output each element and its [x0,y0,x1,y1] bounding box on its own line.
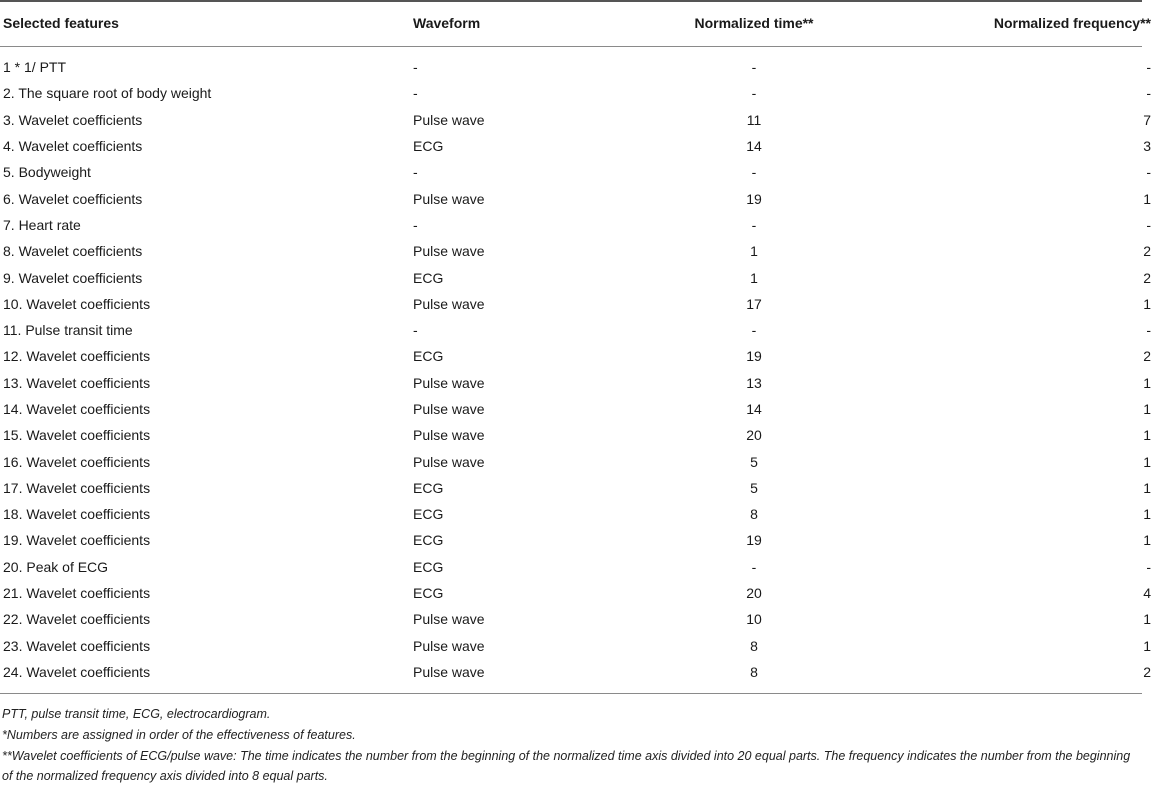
time-cell: 17 [746,295,762,312]
time-cell: 14 [746,138,762,155]
waveform-cell: - [413,164,418,181]
feature-cell: 17. Wavelet coefficients [3,479,151,496]
table-row [0,370,1154,396]
feature-cell: 7. Heart rate [3,216,81,233]
time-cell: 19 [746,532,762,549]
feature-cell: 21. Wavelet coefficients [3,585,151,602]
header-rule [0,46,1142,47]
waveform-cell: Pulse wave [413,243,485,260]
time-cell: 8 [750,663,758,680]
table-row [0,448,1154,474]
table-body [0,46,1154,685]
waveform-cell: ECG [413,532,444,549]
table-row [0,185,1154,211]
feature-cell: 5. Bodyweight [3,164,91,181]
feature-cell: 18. Wavelet coefficients [3,506,151,523]
table-row [0,527,1154,553]
time-cell: - [751,322,757,339]
frequency-cell: 1 [1143,453,1151,470]
frequency-cell: 2 [1143,348,1151,365]
waveform-cell: Pulse wave [413,637,485,654]
time-cell: 10 [746,611,762,628]
feature-cell: 8. Wavelet coefficients [3,243,143,260]
bottom-rule [0,693,1142,694]
waveform-cell: - [413,322,418,339]
time-cell: 20 [746,427,762,444]
table-row [0,343,1154,369]
frequency-cell: 1 [1143,532,1151,549]
waveform-cell: Pulse wave [413,190,485,207]
frequency-cell: 7 [1143,111,1151,128]
feature-cell: 10. Wavelet coefficients [3,295,151,312]
waveform-cell: Pulse wave [413,611,485,628]
frequency-cell: 1 [1143,427,1151,444]
feature-cell: 20. Peak of ECG [3,558,109,575]
table-row [0,159,1154,185]
time-cell: 5 [750,453,758,470]
feature-cell: 3. Wavelet coefficients [3,111,143,128]
table-row [0,238,1154,264]
feature-cell: 16. Wavelet coefficients [3,453,151,470]
feature-cell: 24. Wavelet coefficients [3,663,151,680]
table-row [0,633,1154,659]
time-cell: 1 [750,269,758,286]
waveform-cell: Pulse wave [413,663,485,680]
waveform-cell: ECG [413,479,444,496]
frequency-cell: 1 [1143,374,1151,391]
feature-cell: 14. Wavelet coefficients [3,401,151,417]
table-row [0,317,1154,343]
frequency-cell: 1 [1143,295,1151,312]
time-cell: 13 [746,374,762,391]
waveform-cell: ECG [413,348,444,365]
table-row [0,264,1154,290]
table-row [0,422,1154,448]
time-cell: 20 [746,585,762,602]
table-row [0,212,1154,238]
waveform-cell: - [413,85,418,102]
frequency-cell: - [1146,164,1151,181]
header-normalized-time: Normalized time** [694,15,814,31]
frequency-cell: 1 [1143,506,1151,523]
feature-cell: 1 * 1/ PTT [3,59,67,76]
header-normalized-frequency: Normalized frequency** [993,15,1151,31]
frequency-cell: 1 [1143,637,1151,654]
time-cell: - [751,85,757,102]
time-cell: 1 [750,243,758,260]
footnote-wavelet: **Wavelet coefficients of ECG/pulse wave: The time indicates the number from the beginning of the normalized time axis divided into 20 equal parts. The frequency indicates the number from the beginning of the normalized frequency axis divided into 8 equal parts. [2,749,1131,783]
feature-cell: 13. Wavelet coefficients [3,374,151,391]
waveform-cell: ECG [413,558,444,575]
frequency-cell: - [1146,322,1151,339]
table-row [0,46,1154,80]
header-waveform: Waveform [413,15,481,31]
footnote-abbreviations: PTT, pulse transit time, ECG, electrocardiogram. [2,707,271,721]
time-cell: 5 [750,479,758,496]
waveform-cell: ECG [413,138,444,155]
feature-cell: 19. Wavelet coefficients [3,532,151,549]
feature-cell: 15. Wavelet coefficients [3,427,151,444]
table-row [0,501,1154,527]
frequency-cell: - [1146,558,1151,575]
waveform-cell: Pulse wave [413,453,485,470]
frequency-cell: - [1146,59,1151,76]
time-cell: - [751,59,757,76]
feature-cell: 4. Wavelet coefficients [3,138,143,155]
feature-cell: 23. Wavelet coefficients [3,637,151,654]
frequency-cell: 1 [1143,190,1151,207]
time-cell: 11 [746,111,762,128]
table-row [0,396,1154,422]
table-row [0,133,1154,159]
table-footnotes [2,704,1142,786]
table-row [0,475,1154,501]
table-row [0,291,1154,317]
feature-cell: 9. Wavelet coefficients [3,269,143,286]
waveform-cell: Pulse wave [413,401,485,417]
waveform-cell: Pulse wave [413,374,485,391]
footnote-numbering: *Numbers are assigned in order of the effectiveness of features. [2,728,356,742]
waveform-cell: ECG [413,506,444,523]
frequency-cell: - [1146,216,1151,233]
frequency-cell: 1 [1143,401,1151,417]
waveform-cell: Pulse wave [413,295,485,312]
waveform-cell: Pulse wave [413,427,485,444]
table-row [0,580,1154,606]
frequency-cell: 1 [1143,611,1151,628]
waveform-cell: ECG [413,585,444,602]
frequency-cell: 4 [1143,585,1151,602]
table-row [0,554,1154,580]
time-cell: - [751,216,757,233]
frequency-cell: 2 [1143,663,1151,680]
frequency-cell: 1 [1143,479,1151,496]
time-cell: 19 [746,348,762,365]
frequency-cell: 3 [1143,138,1151,155]
feature-cell: 6. Wavelet coefficients [3,190,143,207]
header-selected-features: Selected features [3,15,119,31]
waveform-cell: Pulse wave [413,111,485,128]
table-row [0,606,1154,632]
time-cell: 19 [746,190,762,207]
feature-cell: 11. Pulse transit time [3,322,133,339]
table-row [0,107,1154,133]
waveform-cell: ECG [413,269,444,286]
time-cell: 14 [746,401,762,417]
time-cell: - [751,164,757,181]
table-header-row [0,0,1154,46]
frequency-cell: 2 [1143,269,1151,286]
waveform-cell: - [413,216,418,233]
top-rule [0,0,1142,2]
time-cell: 8 [750,637,758,654]
time-cell: - [751,558,757,575]
waveform-cell: - [413,59,418,76]
table-row [0,659,1154,685]
feature-cell: 2. The square root of body weight [3,85,212,102]
feature-cell: 12. Wavelet coefficients [3,348,151,365]
table-row [0,80,1154,106]
frequency-cell: - [1146,85,1151,102]
time-cell: 8 [750,506,758,523]
feature-cell: 22. Wavelet coefficients [3,611,151,628]
frequency-cell: 2 [1143,243,1151,260]
